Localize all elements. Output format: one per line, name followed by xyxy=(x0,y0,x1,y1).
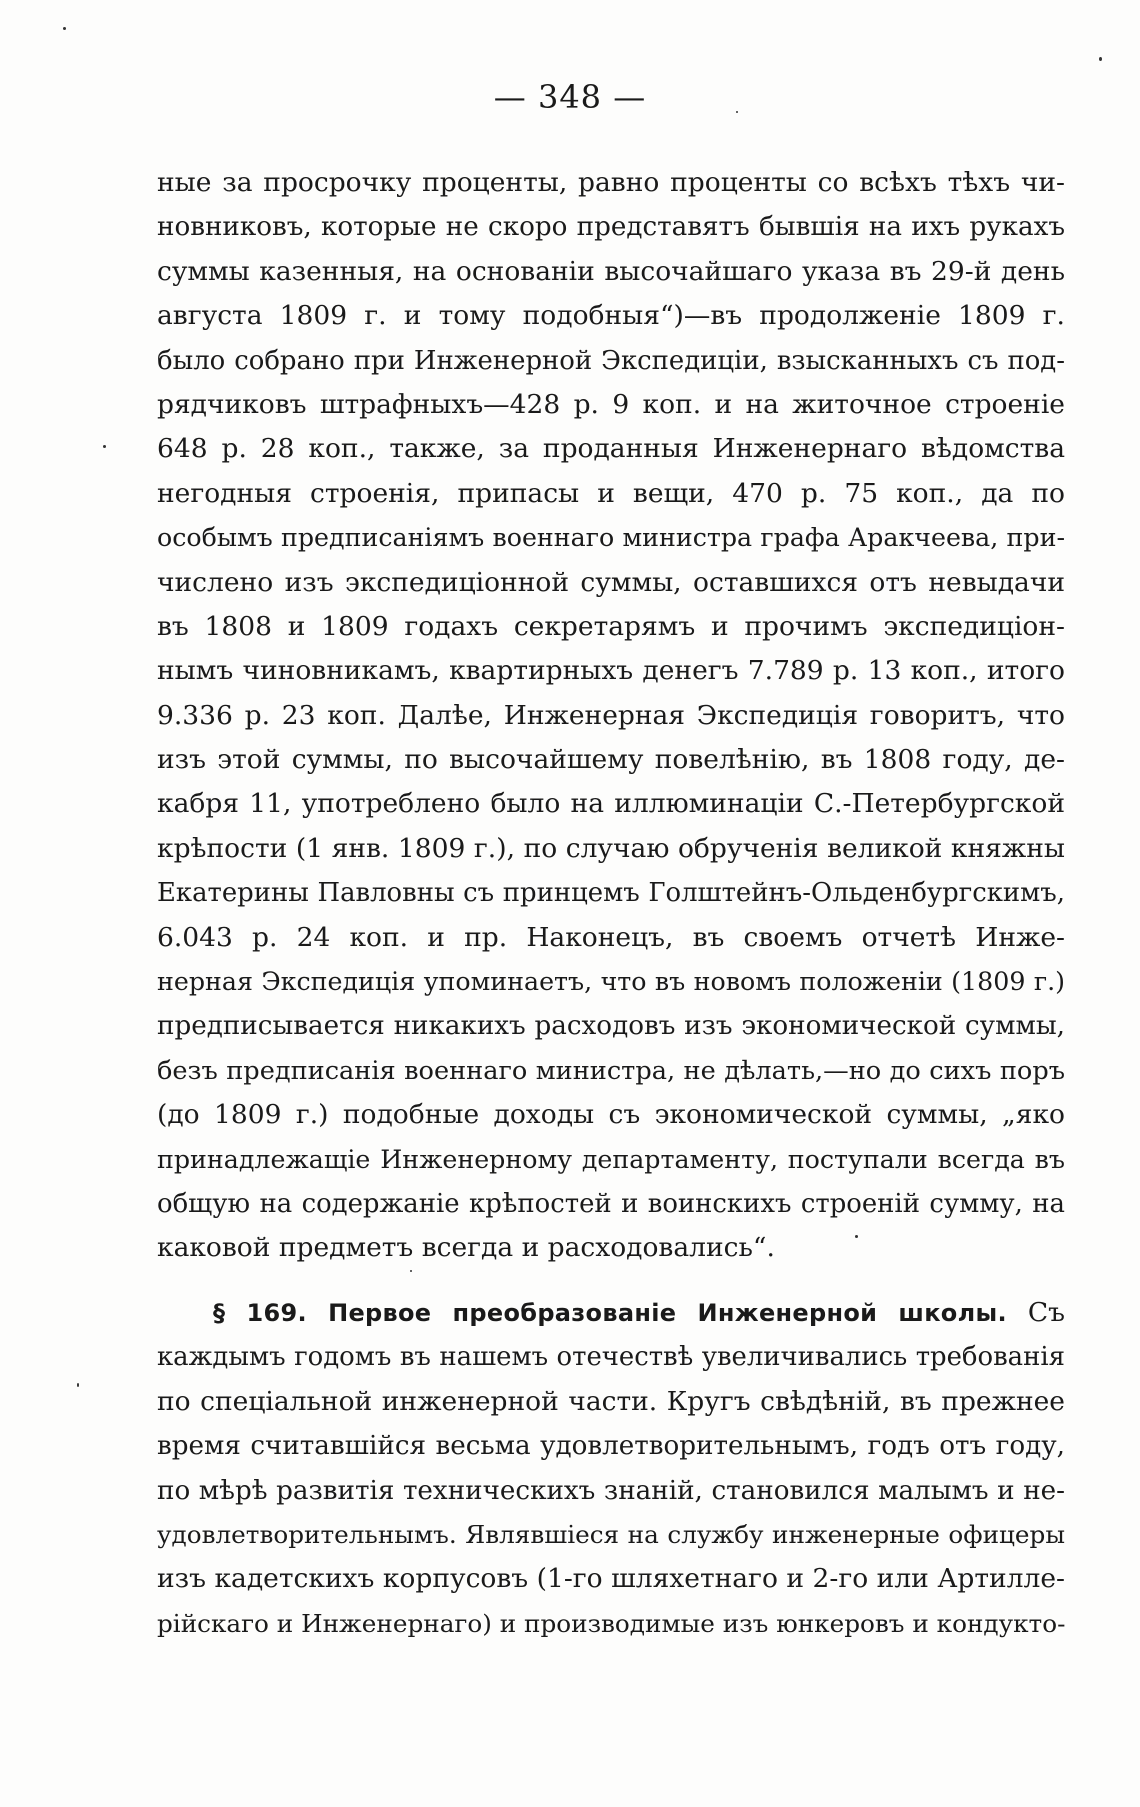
text-line: нерная Экспедиція упоминаетъ, что въ новомъ положеніи (1809 г.) xyxy=(157,967,1065,997)
page-number: — 348 — xyxy=(493,78,647,116)
text-line: ные за просрочку проценты, равно проценты со всѣхъ тѣхъ чи- xyxy=(157,167,1065,198)
section-first-line xyxy=(157,1291,1065,1335)
scan-speck xyxy=(1099,57,1102,61)
text-line: числено изъ экспедиціонной суммы, оставшихся отъ невыдачи xyxy=(157,566,1065,598)
text-line: каковой предметъ всегда и расходовались“. xyxy=(157,1232,775,1264)
text-line: Екатерины Павловны съ принцемъ Голштейнъ-Ольденбургскимъ, xyxy=(157,878,1065,909)
scan-speck xyxy=(410,1270,412,1272)
text-line: предписывается никакихъ расходовъ изъ экономической суммы, xyxy=(157,1011,1065,1042)
text-line: принадлежащіе Инженерному департаменту, поступали всегда въ xyxy=(157,1144,1065,1174)
scan-speck xyxy=(63,27,66,30)
text-line: негодныя строенія, припасы и вещи, 470 р. 75 коп., да по xyxy=(157,477,1065,509)
text-line: суммы казенныя, на основаніи высочайшаго указа въ 29-й день xyxy=(157,255,1065,287)
text-line: изъ этой суммы, по высочайшему повелѣнію, въ 1808 году, де- xyxy=(157,744,1065,776)
text-line: удовлетворительнымъ. Являвшіеся на службу инженерные офицеры xyxy=(157,1519,1065,1549)
text-line: время считавшійся весьма удовлетворительнымъ, годъ отъ году, xyxy=(157,1431,1065,1462)
text-line: изъ кадетскихъ корпусовъ (1-го шляхетнаго и 2-го или Артилле- xyxy=(157,1563,1065,1595)
text-line: общую на содержаніе крѣпостей и воинскихъ строеній сумму, на xyxy=(157,1188,1065,1219)
section-169 xyxy=(157,1291,1065,1646)
text-line: августа 1809 г. и тому подобныя“)—въ продолженіе 1809 г. xyxy=(157,300,1065,332)
text-line: крѣпости (1 янв. 1809 г.), по случаю обрученія великой княжны xyxy=(157,832,1065,864)
scan-speck xyxy=(103,445,106,448)
section-heading: § 169. Первое преобразованіе Инженерной школы. xyxy=(213,1299,1007,1327)
text-line: безъ предписанія военнаго министра, не дѣлать,—но до сихъ поръ xyxy=(157,1055,1065,1086)
scan-speck xyxy=(855,1235,858,1238)
text-line: было собрано при Инженерной Экспедиціи, взысканныхъ съ под- xyxy=(157,345,1065,376)
text-line: въ 1808 и 1809 годахъ секретарямъ и прочимъ экспедиціон- xyxy=(157,610,1065,642)
paragraph-main xyxy=(157,161,1065,1271)
text-line: каждымъ годомъ въ нашемъ отечествѣ увеличивались требованія xyxy=(157,1342,1065,1373)
scan-speck xyxy=(736,111,738,113)
text-line: новниковъ, которые не скоро представятъ бывшія на ихъ рукахъ xyxy=(157,212,1065,243)
text-line: рядчиковъ штрафныхъ—428 р. 9 коп. и на житочное строеніе xyxy=(157,388,1065,420)
text-line: 9.336 р. 23 коп. Далѣе, Инженерная Экспедиція говоритъ, что xyxy=(157,699,1065,731)
text-line: (до 1809 г.) подобные доходы съ экономической суммы, „яко xyxy=(157,1099,1065,1131)
text-line: кабря 11, употреблено было на иллюминаціи С.-Петербургской xyxy=(157,788,1065,820)
text-line: по спеціальной инженерной части. Кругъ свѣдѣній, въ прежнее xyxy=(157,1385,1065,1417)
text-line: 6.043 р. 24 коп. и пр. Наконецъ, въ своемъ отчетѣ Инже- xyxy=(157,921,1065,953)
scan-speck xyxy=(77,1383,79,1387)
text-line: особымъ предписаніямъ военнаго министра графа Аракчеева, при- xyxy=(157,523,1065,553)
text-line: рійскаго и Инженернаго) и производимые изъ юнкеровъ и кондукто- xyxy=(157,1608,1065,1638)
text-line: по мѣрѣ развитія техническихъ знаній, становился малымъ и не- xyxy=(157,1475,1065,1506)
text-line: 648 р. 28 коп., также, за проданныя Инженернаго вѣдомства xyxy=(157,433,1065,465)
section-first-line-tail: Съ xyxy=(1027,1297,1065,1328)
text-line: нымъ чиновникамъ, квартирныхъ денегъ 7.789 р. 13 коп., итого xyxy=(157,655,1065,687)
